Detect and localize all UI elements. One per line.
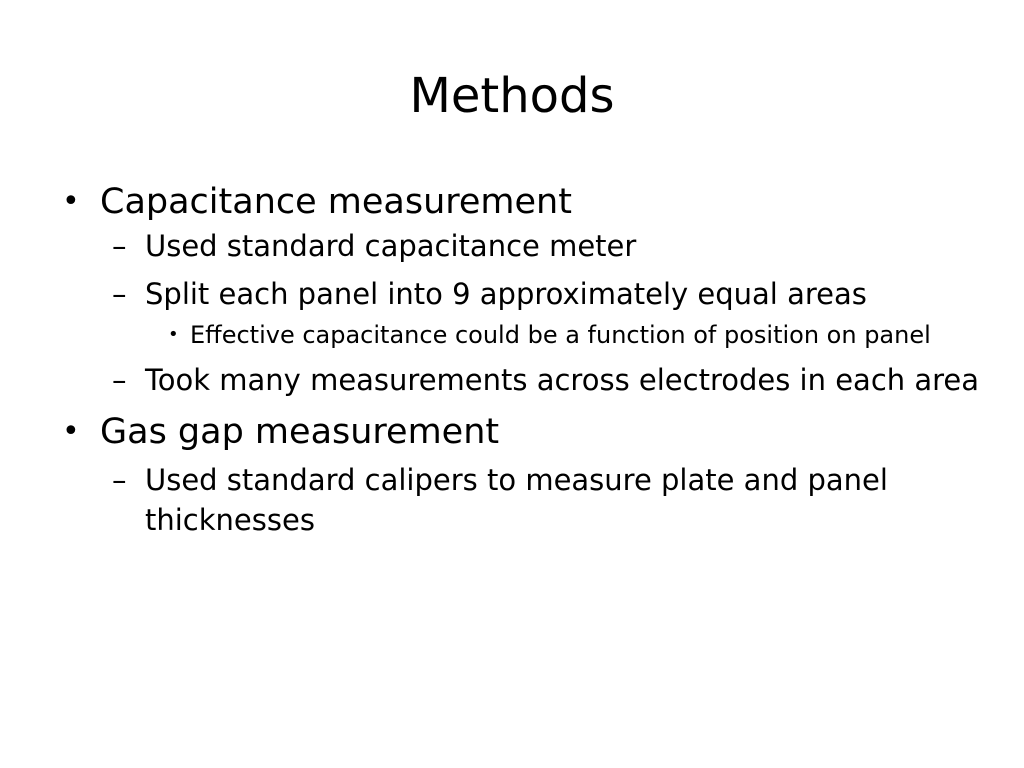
sub-sub-bullet-effective-capacitance [168, 318, 970, 352]
dash-marker: – [112, 463, 127, 497]
sub-bullet-split-panel [112, 274, 995, 314]
bullet-gas-gap-measurement [62, 410, 980, 454]
bullet-text: Gas gap measurement [100, 412, 500, 452]
dash-marker: – [112, 229, 127, 263]
sub-bullet-text: Took many measurements across electrodes in each area [145, 363, 980, 397]
slide-title: Methods [409, 68, 615, 124]
dash-marker: – [112, 363, 127, 397]
slide-body [0, 180, 1024, 540]
bullet-text: Capacitance measurement [100, 182, 572, 222]
sub-bullet-text: Used standard capacitance meter [145, 229, 637, 263]
bullet-marker: • [168, 324, 179, 345]
sub-sub-bullet-text: Effective capacitance could be a function of position on panel [190, 321, 931, 349]
sub-bullet-calipers [112, 460, 995, 540]
sub-bullet-capacitance-meter [112, 226, 995, 266]
sub-bullet-text: Used standard calipers to measure plate and panel thicknesses [145, 463, 888, 537]
bullet-capacitance-measurement [62, 180, 980, 224]
bullet-marker: • [62, 414, 80, 449]
bullet-marker: • [62, 184, 80, 219]
dash-marker: – [112, 277, 127, 311]
sub-bullet-many-measurements [112, 360, 995, 400]
sub-bullet-text: Split each panel into 9 approximately equal areas [145, 277, 867, 311]
